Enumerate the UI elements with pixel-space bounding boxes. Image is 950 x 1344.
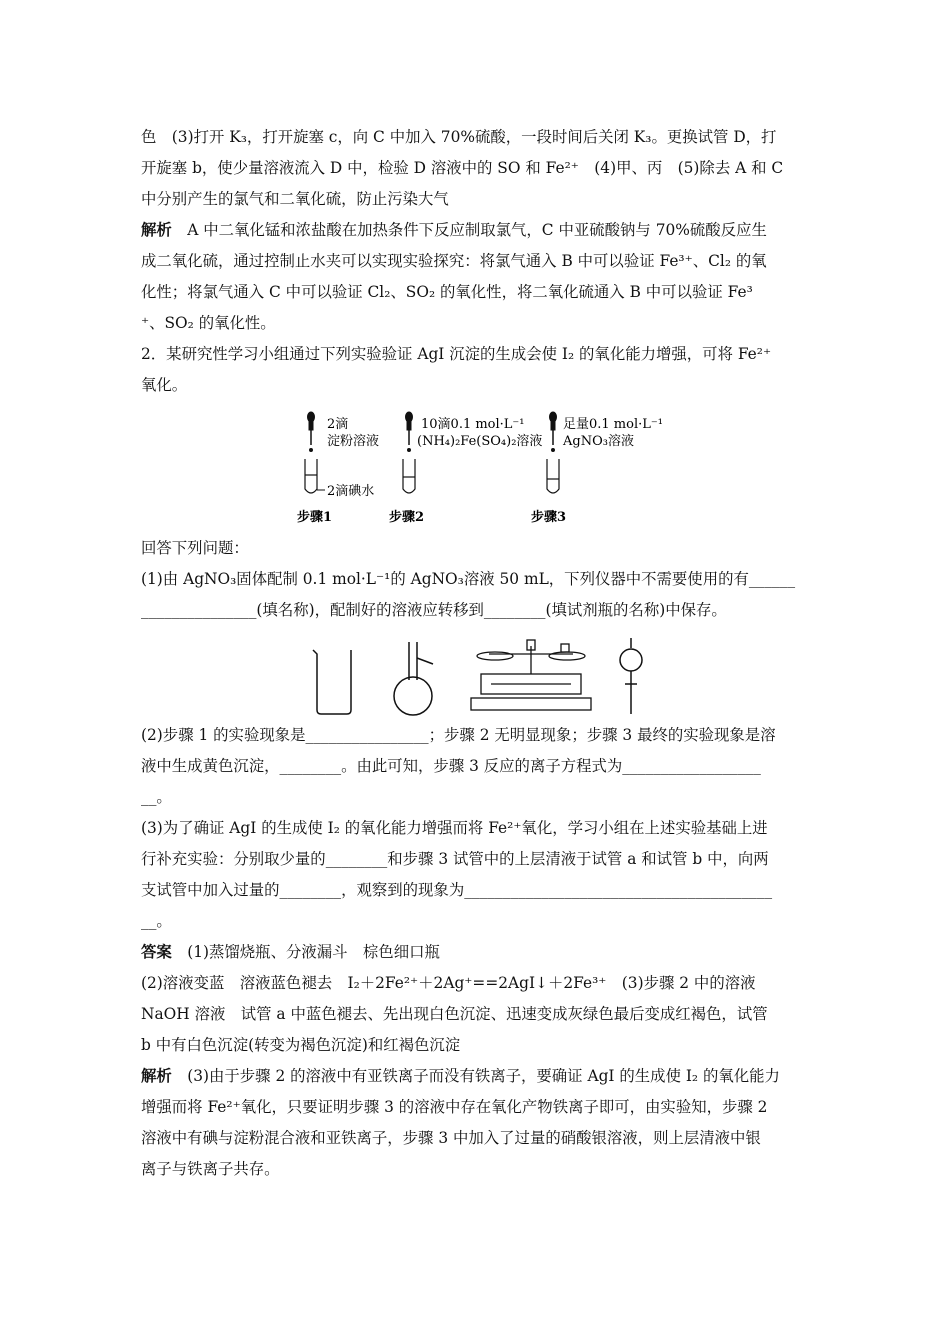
q1-line: _______________(填名称)，配制好的溶液应转移到________(填试剂瓶的名称)中保存。: [141, 601, 727, 619]
instruments-figure: [309, 636, 649, 716]
question-line: 氧化。: [141, 376, 188, 394]
distilling-flask-icon: [394, 642, 433, 715]
step2-label: 步骤2: [389, 510, 425, 525]
step1-bottom-label: 2滴碘水: [327, 484, 375, 499]
step3-reagent-a: 足量0.1 mol·L⁻¹: [563, 417, 663, 432]
balance-icon: [471, 640, 591, 710]
answer-prompt: 回答下列问题：: [141, 539, 249, 557]
answer-text: (1)蒸馏烧瓶、分液漏斗 棕色细口瓶: [187, 943, 440, 961]
prev-answer-line: 中分别产生的氯气和二氧化硫，防止污染大气: [141, 190, 449, 208]
answer-line: NaOH 溶液 试管 a 中蓝色褪去、先出现白色沉淀、迅速变成灰绿色最后变成红褐色，试管: [141, 1005, 768, 1023]
step1-reagent-b: 淀粉溶液: [327, 434, 380, 449]
step3-reagent-b: AgNO₃溶液: [563, 434, 634, 449]
prev-answer-line: 开旋塞 b，使少量溶液流入 D 中，检验 D 溶液中的 SO 和 Fe²⁺ (4)甲、丙 (5)除去 A 和 C: [141, 159, 784, 177]
test-tube-icon: [305, 459, 317, 493]
answer-line: b 中有白色沉淀(转变为褐色沉淀)和红褐色沉淀: [141, 1036, 461, 1054]
q3-line: 支试管中加入过量的________，观察到的现象为________________________________________: [141, 881, 773, 899]
q2-line: __。: [141, 788, 172, 806]
q1-line: (1)由 AgNO₃固体配制 0.1 mol·L⁻¹的 AgNO₃溶液 50 mL，下列仪器中不需要使用的有______: [141, 570, 796, 588]
step3-label: 步骤3: [531, 510, 567, 525]
analysis-line: 增强而将 Fe²⁺氧化，只要证明步骤 3 的溶液中存在氧化产物铁离子即可，由实验知，步骤 2: [141, 1098, 768, 1116]
separatory-funnel-icon: [620, 638, 642, 714]
step2-reagent-b: (NH₄)₂Fe(SO₄)₂溶液: [417, 434, 543, 449]
analysis-label: 解析: [141, 221, 172, 239]
experiment-steps-figure: [291, 407, 671, 529]
answer-line: [141, 937, 811, 968]
answer-label: 答案: [141, 943, 172, 961]
analysis-text: (3)由于步骤 2 的溶液中有亚铁离子而没有铁离子，要确证 AgI 的生成使 I₂ 的氧化能力: [187, 1067, 780, 1085]
answer-line: (2)溶液变蓝 溶液蓝色褪去 I₂＋2Fe²⁺＋2Ag⁺==2AgI↓＋2Fe³⁺ (3)步骤 2 中的溶液: [141, 974, 756, 992]
beaker-icon: [313, 650, 351, 714]
q3-line: 行补充实验：分别取少量的________和步骤 3 试管中的上层清液于试管 a 和试管 b 中，向两: [141, 850, 769, 868]
q2-line: 液中生成黄色沉淀，________。由此可知，步骤 3 反应的离子方程式为__________________: [141, 757, 761, 775]
q3-line: (3)为了确证 AgI 的生成使 I₂ 的氧化能力增强而将 Fe²⁺氧化，学习小组在上述实验基础上进: [141, 819, 768, 837]
prev-analysis-line: 化性；将氯气通入 C 中可以验证 Cl₂、SO₂ 的氧化性，将二氧化硫通入 B 中可以验证 Fe³: [141, 283, 753, 301]
prev-analysis-line: 成二氧化硫，通过控制止水夹可以实现实验探究：将氯气通入 B 中可以验证 Fe³⁺、Cl₂ 的氧: [141, 252, 767, 270]
test-tube-icon: [547, 459, 559, 493]
document-page: [141, 122, 811, 1185]
step1-label: 步骤1: [297, 510, 333, 525]
analysis-line: 离子与铁离子共存。: [141, 1160, 280, 1178]
prev-analysis-text: A 中二氧化锰和浓盐酸在加热条件下反应制取氯气，C 中亚硫酸钠与 70%硫酸反应生: [187, 221, 767, 239]
dropper-icon: [550, 412, 557, 452]
analysis-line: [141, 1061, 811, 1092]
test-tube-icon: [403, 459, 415, 493]
prev-answer-line: 色 (3)打开 K₃，打开旋塞 c，向 C 中加入 70%硫酸，一段时间后关闭 K₃。更换试管 D，打: [141, 128, 777, 146]
q3-line: __。: [141, 912, 172, 930]
step1-reagent-a: 2滴: [327, 417, 349, 432]
analysis-line: 溶液中有碘与淀粉混合液和亚铁离子，步骤 3 中加入了过量的硝酸银溶液，则上层清液中银: [141, 1129, 761, 1147]
dropper-icon: [308, 412, 315, 452]
dropper-icon: [406, 412, 413, 452]
prev-analysis-line: ⁺、SO₂ 的氧化性。: [141, 314, 276, 332]
q2-line: (2)步骤 1 的实验现象是________________；步骤 2 无明显现象；步骤 3 最终的实验现象是溶: [141, 726, 776, 744]
analysis-label: 解析: [141, 1067, 172, 1085]
step2-reagent-a: 10滴0.1 mol·L⁻¹: [421, 417, 525, 432]
question-line: 2．某研究性学习小组通过下列实验验证 AgI 沉淀的生成会使 I₂ 的氧化能力增强，可将 Fe²⁺: [141, 345, 772, 363]
prev-analysis-line: [141, 215, 811, 246]
